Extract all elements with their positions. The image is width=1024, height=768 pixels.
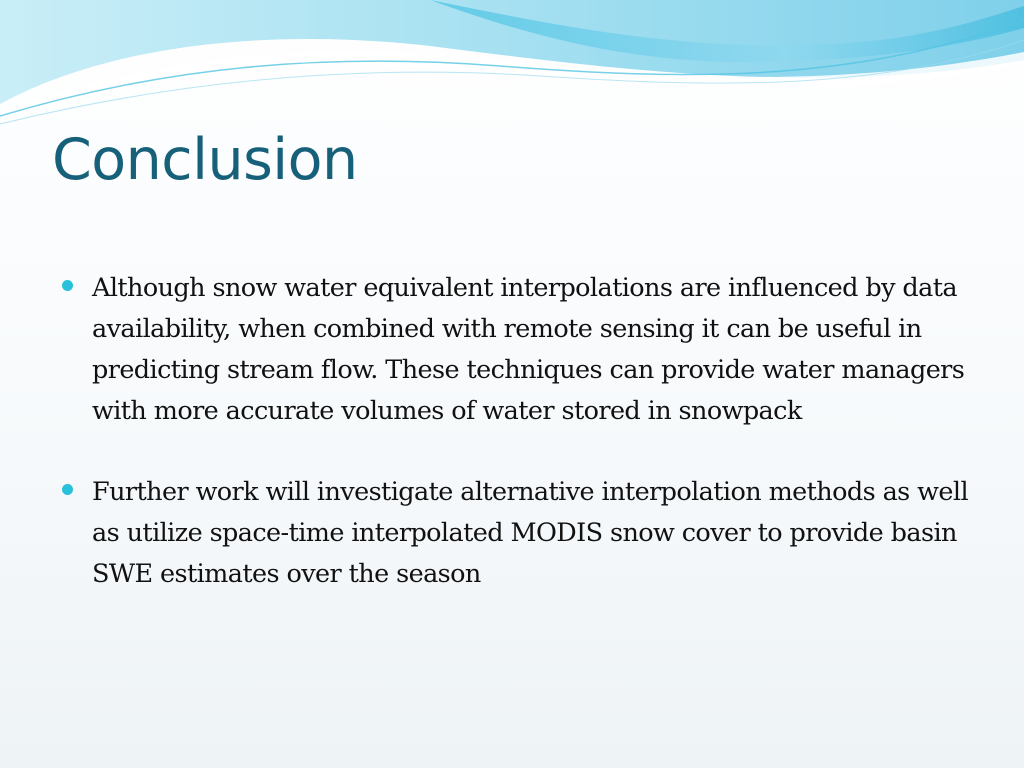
wave-header-decoration: [0, 0, 1024, 130]
bullet-text: Further work will investigate alternative interpolation methods as well as utilize space-time interpolated MODIS snow cover to provide basin SWE estimates over the season: [92, 477, 968, 589]
slide-title: Conclusion: [52, 127, 358, 193]
bullet-point-icon: [62, 484, 73, 495]
bullet-item: [60, 268, 970, 432]
bullet-list: [60, 268, 970, 635]
bullet-text: Although snow water equivalent interpolations are influenced by data availability, when combined with remote sensing it can be useful in predicting stream flow. These techniques can provide water managers with more accurate volumes of water stored in snowpack: [92, 273, 965, 426]
bullet-item: [60, 472, 970, 595]
bullet-point-icon: [62, 280, 73, 291]
